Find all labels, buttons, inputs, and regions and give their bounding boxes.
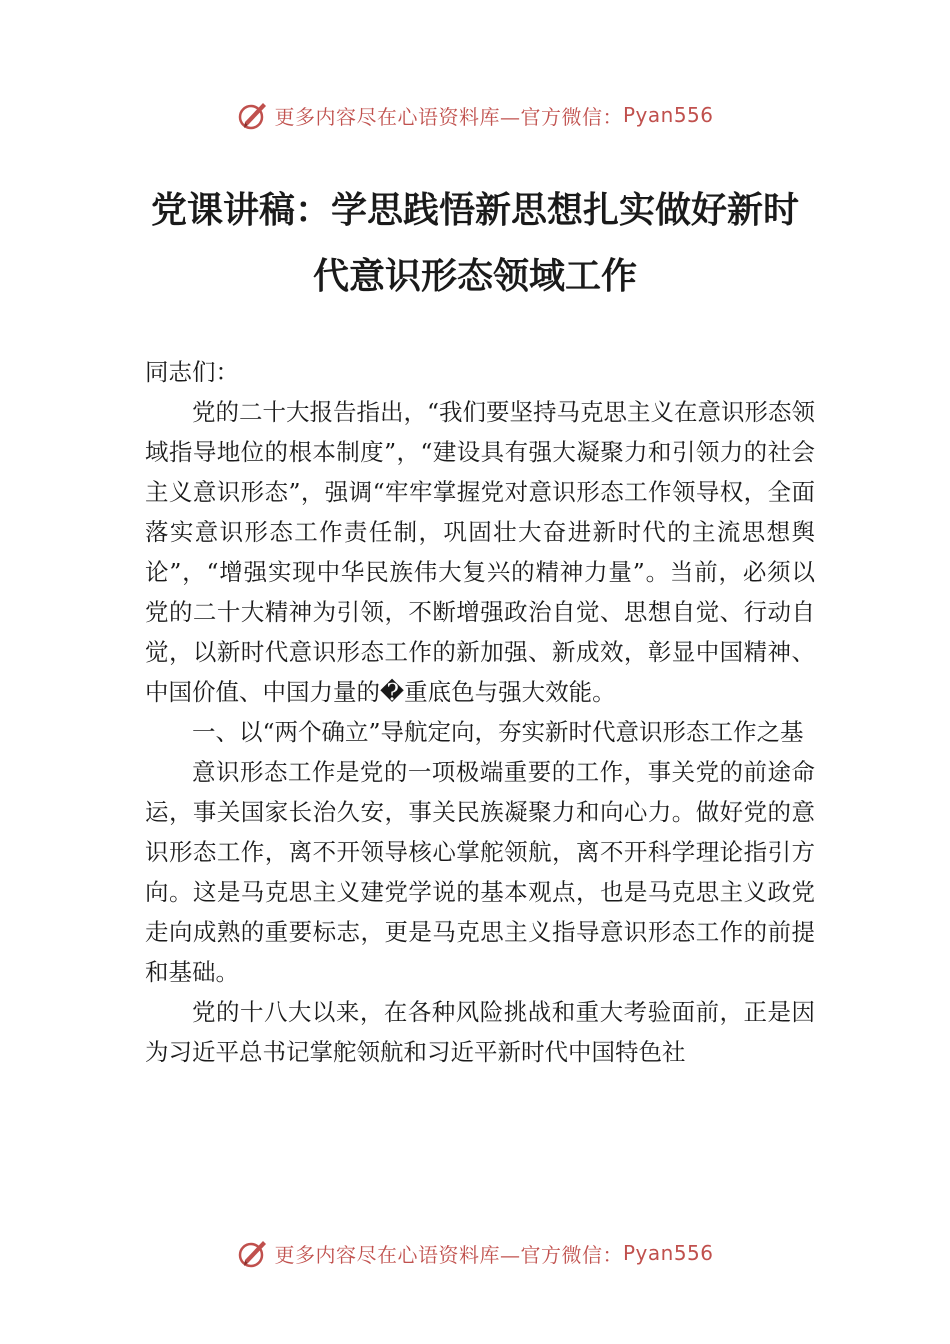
quill-pen-logo-icon bbox=[236, 1236, 270, 1270]
watermark-text: 更多内容尽在心语资料库—官方微信： bbox=[274, 1242, 623, 1267]
watermark-footer bbox=[0, 1233, 950, 1273]
paragraph-3: 党的十八大以来，在各种风险挑战和重大考验面前，正是因为习近平总书记掌舵领航和习近平新时代中国特色社 bbox=[145, 998, 815, 1066]
document-body bbox=[145, 352, 815, 1072]
salutation: 同志们： bbox=[145, 358, 239, 386]
title-line-2: 代意识形态领域工作 bbox=[312, 255, 637, 297]
paragraph-intro: 党的二十大报告指出，“我们要坚持马克思主义在意识形态领域指导地位的根本制度”，“建设具有强大凝聚力和引领力的社会主义意识形态”，强调“牢牢掌握党对意识形态工作领导权，全面落实意识形态工作责任制，巩固壮大奋进新时代的主流思想舆论”，“增强实现中华民族伟大复兴的精神力量”。当前，必须以党的二十大精神为引领，不断增强政治自觉、思想自觉、行动自觉，以新时代意识形态工作的新加强、新成效，彰显中国精神、中国价值、中国力量的�重底色与强大效能。 bbox=[145, 398, 816, 706]
paragraph-2: 意识形态工作是党的一项极端重要的工作，事关党的前途命运，事关国家长治久安，事关民族凝聚力和向心力。做好党的意识形态工作，离不开领导核心掌舵领航，离不开科学理论指引方向。这是马克思主义建党学说的基本观点，也是马克思主义政党走向成熟的重要标志，更是马克思主义指导意识形态工作的前提和基础。 bbox=[145, 758, 815, 986]
watermark-wechat-id: Pyan556 bbox=[622, 103, 714, 127]
document-title bbox=[110, 177, 840, 309]
watermark-header bbox=[0, 95, 950, 135]
section-heading-1: 一、以“两个确立”导航定向，夯实新时代意识形态工作之基 bbox=[192, 718, 804, 746]
quill-pen-logo-icon bbox=[236, 98, 270, 132]
watermark-text: 更多内容尽在心语资料库—官方微信： bbox=[274, 104, 623, 129]
watermark-wechat-id: Pyan556 bbox=[622, 1241, 714, 1265]
title-line-1: 党课讲稿：学思践悟新思想扎实做好新时 bbox=[150, 189, 799, 231]
